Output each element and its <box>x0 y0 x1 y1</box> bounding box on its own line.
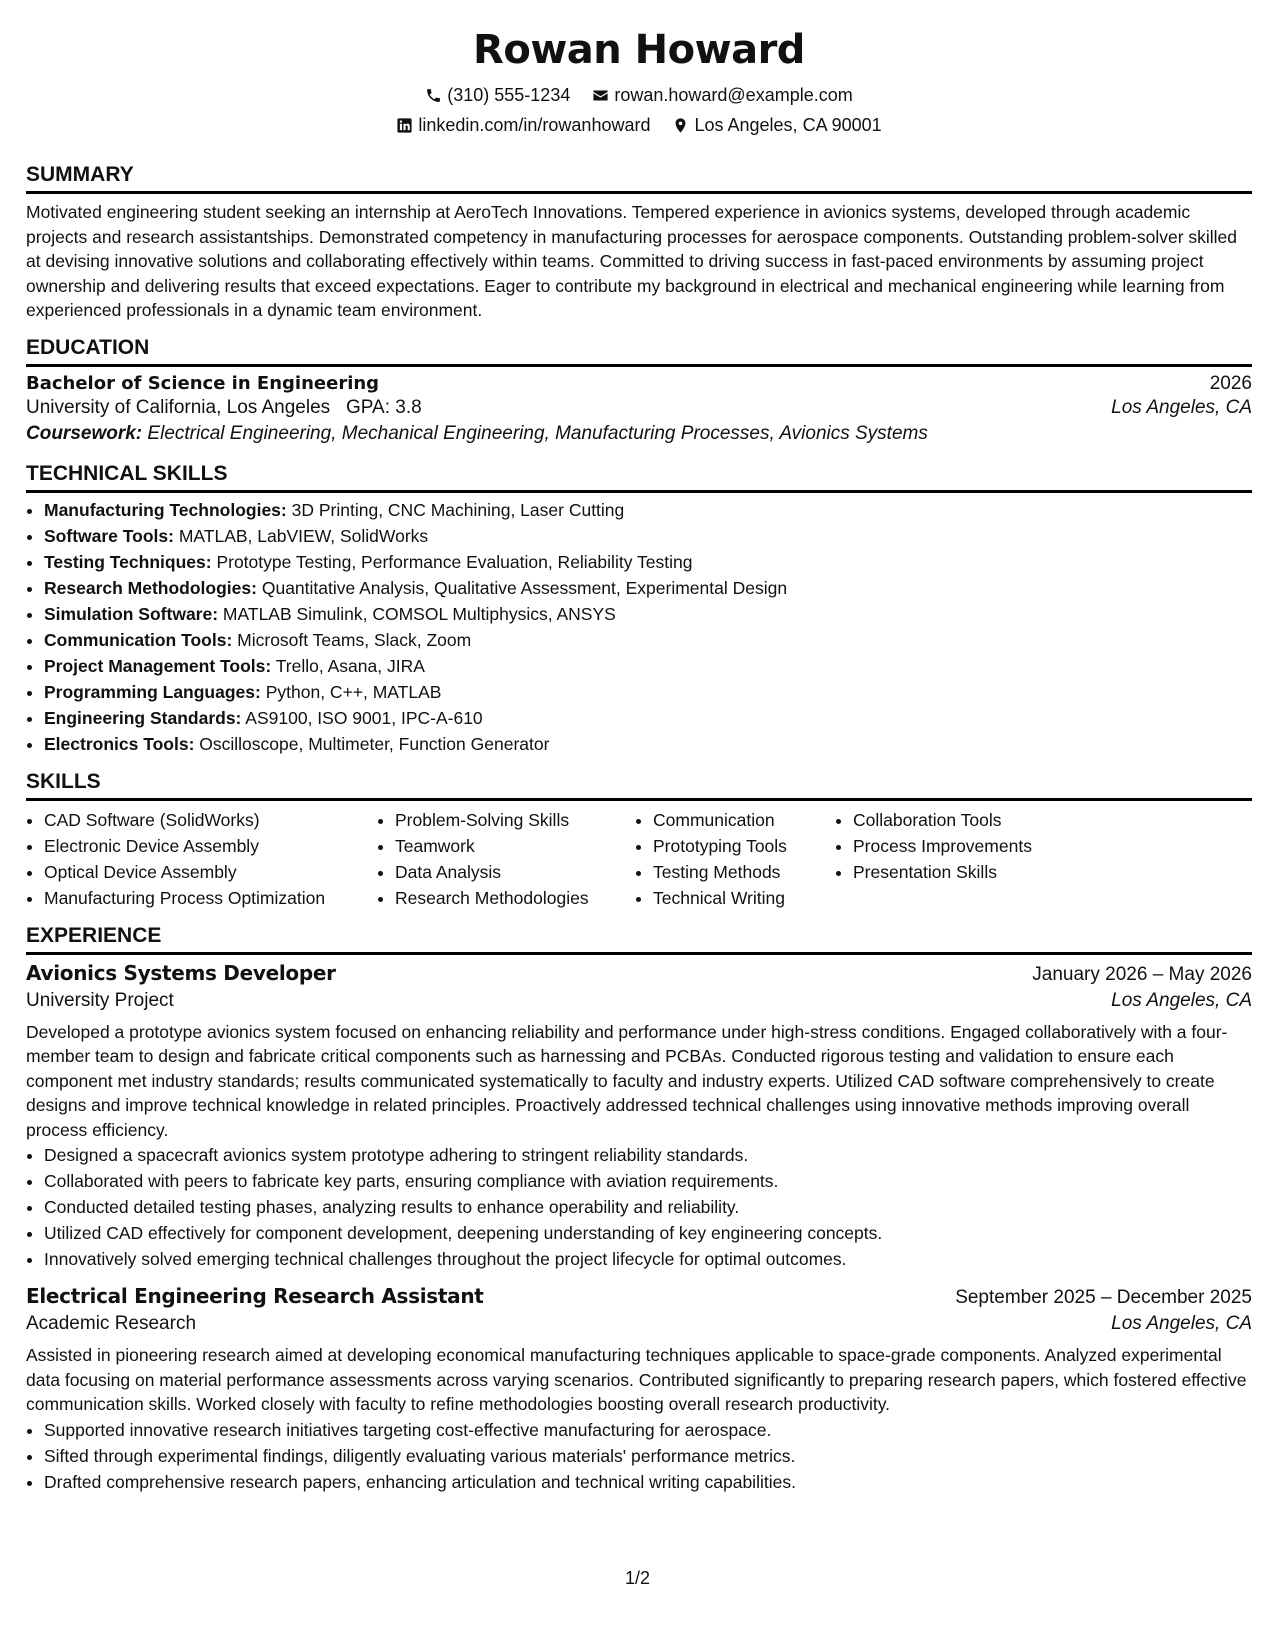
job-org-row <box>26 1313 1252 1335</box>
job-header-row <box>26 1284 1252 1309</box>
section-title-technical-skills: TECHNICAL SKILLS <box>26 461 1252 493</box>
technical-skill-item <box>44 627 1252 653</box>
skills-column <box>26 807 377 911</box>
technical-skill-value: MATLAB, LabVIEW, SolidWorks <box>178 525 429 546</box>
job-description: Developed a prototype avionics system focused on enhancing reliability and performance under high-stress conditions. Engaged collaboratively with a four-member team to design and fabricate critical components such as harnessing and PCBAs. Conducted rigorous testing and validation to ensure each component met industry standards; results communicated systematically to faculty and industry experts. Utilized CAD software comprehensively to create designs and improve technical knowledge in related principles. Proactively addressed technical challenges using innovative methods improving overall process efficiency. <box>26 1021 1228 1140</box>
phone-text: (310) 555-1234 <box>447 85 571 105</box>
technical-skill-item <box>44 653 1252 679</box>
education-header-row <box>26 373 1252 395</box>
job-bullet: • Utilized CAD effectively for component development, deepening understanding of key engineering concepts. <box>44 1220 1252 1246</box>
technical-skill-value: Microsoft Teams, Slack, Zoom <box>237 629 472 650</box>
job-org-row <box>26 990 1252 1012</box>
skills-section <box>26 769 1252 911</box>
skill-item: • Presentation Skills <box>853 859 1113 885</box>
linkedin-icon <box>396 117 413 134</box>
technical-skill-label: Manufacturing Technologies: <box>44 499 287 520</box>
job-dates: January 2026 – May 2026 <box>1032 963 1252 985</box>
technical-skill-value: Python, C++, MATLAB <box>265 681 442 702</box>
skills-column <box>835 807 1113 911</box>
job-location: Los Angeles, CA <box>1111 1313 1252 1334</box>
technical-skill-value: Quantitative Analysis, Qualitative Assessment, Experimental Design <box>261 577 788 598</box>
coursework-row <box>26 423 1252 445</box>
skill-item: • Teamwork <box>395 833 635 859</box>
technical-skills-list <box>26 497 1252 757</box>
location-contact <box>672 110 881 140</box>
technical-skill-value: Trello, Asana, JIRA <box>275 655 425 676</box>
location-text: Los Angeles, CA 90001 <box>694 115 882 135</box>
page-number: 1/2 <box>624 1568 651 1588</box>
technical-skill-label: Research Methodologies: <box>44 577 257 598</box>
resume-page <box>26 20 1252 1495</box>
section-title-skills: SKILLS <box>26 769 1252 801</box>
skill-item: • Prototyping Tools <box>653 833 835 859</box>
skill-item: • Communication <box>653 807 835 833</box>
technical-skill-label: Communication Tools: <box>44 629 233 650</box>
technical-skill-label: Electronics Tools: <box>44 733 195 754</box>
school-location: Los Angeles, CA <box>1111 396 1252 418</box>
map-pin-icon <box>672 117 689 134</box>
job-bullets <box>26 1417 1252 1495</box>
candidate-name: Rowan Howard <box>473 27 805 73</box>
skill-item: • Testing Methods <box>653 859 835 885</box>
skill-item: • Research Methodologies <box>395 885 635 911</box>
coursework-list: Electrical Engineering, Mechanical Engineering, Manufacturing Processes, Avionics Systems <box>147 422 928 444</box>
linkedin-text[interactable]: linkedin.com/in/rowanhoward <box>418 115 651 135</box>
technical-skill-value: MATLAB Simulink, COMSOL Multiphysics, ANSYS <box>222 603 616 624</box>
summary-text: Motivated engineering student seeking an internship at AeroTech Innovations. Tempered experience in avionics systems, developed through academic projects and research assistantships. Demonstrated competency in manufacturing processes for aerospace components. Outstanding problem-solver skilled at devising innovative solutions and collaborating effectively within teams. Committed to driving success in fast-paced environments by assuming project ownership and delivering results that exceed expectations. Eager to contribute my background in electrical and mechanical engineering while learning from experienced professionals in a dynamic team environment. <box>26 202 1238 320</box>
degree: Bachelor of Science in Engineering <box>26 372 380 394</box>
technical-skill-label: Simulation Software: <box>44 603 219 624</box>
job-bullet: • Designed a spacecraft avionics system prototype adhering to stringent reliability standards. <box>44 1142 1252 1168</box>
experience-list <box>26 961 1252 1495</box>
section-title-education: EDUCATION <box>26 335 1252 367</box>
job-entry <box>26 961 1252 1273</box>
job-organization: University Project <box>26 989 174 1011</box>
school-gpa <box>26 397 422 419</box>
skills-columns <box>26 807 1252 911</box>
job-bullets <box>26 1142 1252 1272</box>
linkedin-contact[interactable] <box>396 110 650 140</box>
job-organization: Academic Research <box>26 1313 197 1334</box>
technical-skill-item <box>44 549 1252 575</box>
technical-skill-label: Programming Languages: <box>44 681 261 702</box>
email-contact[interactable] <box>592 80 852 110</box>
phone-icon <box>425 87 442 104</box>
gpa: GPA: 3.8 <box>346 396 422 418</box>
technical-skill-item <box>44 523 1252 549</box>
contact-row-2 <box>26 110 1252 140</box>
technical-skill-item <box>44 731 1252 757</box>
job-title: Electrical Engineering Research Assistant <box>26 1284 484 1308</box>
technical-skill-item <box>44 601 1252 627</box>
skill-item: • Optical Device Assembly <box>44 859 377 885</box>
skill-item: • Process Improvements <box>853 833 1113 859</box>
education-section <box>26 335 1252 445</box>
envelope-icon <box>592 87 609 104</box>
technical-skill-label: Software Tools: <box>44 525 174 546</box>
skill-item: • Technical Writing <box>653 885 835 911</box>
technical-skill-item <box>44 575 1252 601</box>
school-name: University of California, Los Angeles <box>26 396 331 418</box>
skill-item: • Electronic Device Assembly <box>44 833 377 859</box>
technical-skills-section <box>26 461 1252 757</box>
job-bullet: • Sifted through experimental findings, diligently evaluating various materials' performance metrics. <box>44 1443 1252 1469</box>
phone-contact <box>425 80 570 110</box>
job-bullet: • Conducted detailed testing phases, analyzing results to enhance operability and reliability. <box>44 1194 1252 1220</box>
contact-row-1 <box>26 80 1252 110</box>
technical-skill-item <box>44 497 1252 523</box>
job-bullet: • Innovatively solved emerging technical challenges throughout the project lifecycle for optimal outcomes. <box>44 1246 1252 1272</box>
job-title: Avionics Systems Developer <box>26 960 336 985</box>
job-description: Assisted in pioneering research aimed at developing economical manufacturing techniques applicable to space-grade components. Analyzed experimental data focusing on material performance assessments across varying scenarios. Contributed significantly to preparing research papers, which fostered effective communication skills. Worked closely with faculty to refine methodologies boosting overall research productivity. <box>26 1345 1247 1414</box>
technical-skill-value: AS9100, ISO 9001, IPC-A-610 <box>245 707 483 728</box>
skills-column <box>377 807 635 911</box>
job-bullet: • Drafted comprehensive research papers, enhancing articulation and technical writing capabilities. <box>44 1469 1252 1495</box>
graduation-year: 2026 <box>1209 372 1252 394</box>
technical-skill-value: Oscilloscope, Multimeter, Function Generator <box>199 733 550 754</box>
technical-skill-item <box>44 679 1252 705</box>
technical-skill-value: 3D Printing, CNC Machining, Laser Cutting <box>291 499 625 520</box>
skill-item: • Collaboration Tools <box>853 807 1113 833</box>
job-dates: September 2025 – December 2025 <box>955 1287 1252 1308</box>
job-entry <box>26 1284 1252 1495</box>
technical-skill-value: Prototype Testing, Performance Evaluation, Reliability Testing <box>216 551 693 572</box>
experience-section <box>26 923 1252 1495</box>
summary-section <box>26 162 1252 323</box>
skill-item: • Manufacturing Process Optimization <box>44 885 377 911</box>
section-title-experience: EXPERIENCE <box>26 923 1252 955</box>
coursework-label: Coursework: <box>26 422 143 444</box>
job-location: Los Angeles, CA <box>1111 989 1252 1011</box>
job-bullet: • Supported innovative research initiatives targeting cost-effective manufacturing for aerospace. <box>44 1417 1252 1443</box>
education-school-row <box>26 397 1252 419</box>
skill-item: • Problem-Solving Skills <box>395 807 635 833</box>
skill-item: • Data Analysis <box>395 859 635 885</box>
section-title-summary: SUMMARY <box>26 162 1252 194</box>
job-header-row <box>26 961 1252 986</box>
technical-skill-label: Engineering Standards: <box>44 707 242 728</box>
skill-item: • CAD Software (SolidWorks) <box>44 807 377 833</box>
technical-skill-label: Testing Techniques: <box>44 551 212 572</box>
technical-skill-item <box>44 705 1252 731</box>
job-bullet: • Collaborated with peers to fabricate key parts, ensuring compliance with aviation requirements. <box>44 1168 1252 1194</box>
email-text[interactable]: rowan.howard@example.com <box>614 85 853 105</box>
technical-skill-label: Project Management Tools: <box>44 655 272 676</box>
skills-column <box>635 807 835 911</box>
